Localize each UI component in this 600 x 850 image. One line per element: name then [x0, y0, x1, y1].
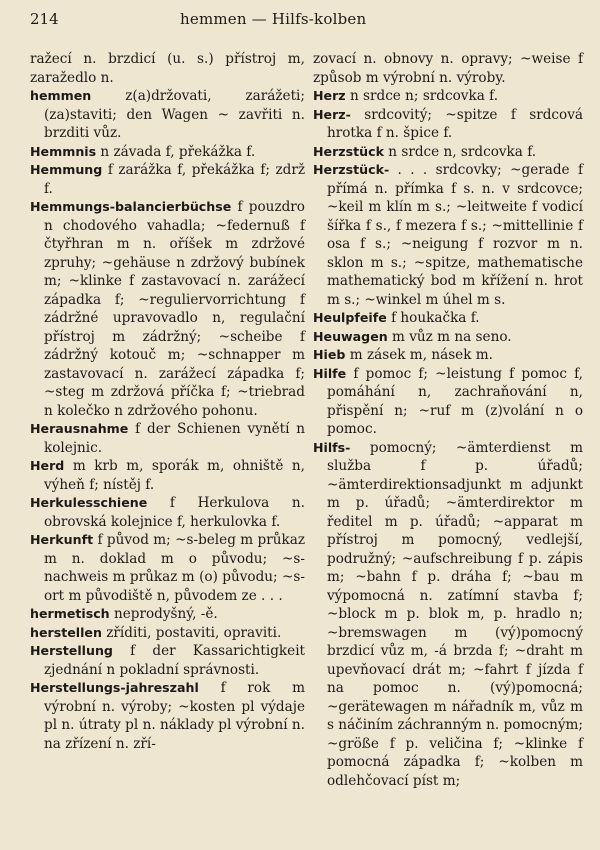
dictionary-entry: hemmen z(a)držovati, zarážeti; (za)staviti; den Wagen ~ zavřiti n. brzditi vůz. [30, 88, 305, 141]
dictionary-entry: Herzstück- . . . srdcovky; ~gerade f přímá n. přímka f s. n. v srdcovce; ~keil m klín m s.; ~leitweite f vodicí šířka f s., f mezera f s.; ~mittellinie f osa f s.; ~neigung f rozvor m n. sklon m s.; ~spitze, mathematische mathematický bod m křížení n. hrot m s.; ~winkel m úhel m s. [313, 162, 583, 308]
dictionary-entry: Herkulesschiene f Herkulova n. obrovská kolejnice f, herkulovka f. [30, 495, 305, 530]
dictionary-entry: Hemmnis n závada f, překážka f. [30, 143, 256, 160]
dictionary-entry: Herstellung f der Kassarichtigkeit zjednání n pokladní správnosti. [30, 643, 305, 678]
page-number: 214 [30, 10, 59, 28]
dictionary-entry: Herz n srdce n; srdcovka f. [313, 88, 499, 104]
dictionary-entry: Hilfs- pomocný; ~ämterdienst m služba f p. úřadů; ~ämterdirektionsadjunkt m adjunkt m p. úřadů; ~ämterdirektor m ředitel m p. úřadů; ~apparat m přístroj m pomocný, vedlejší, podružný; ~aufschreibung f p. zápis m; ~bahn f p. dráha f; ~bau m výpomocná n. zatímní stavba f; ~block m p. blok m, p. hradlo n; ~bremswagen m (vý)pomocný brzdicí vůz m, -á brzda f; ~draht m upevňovací drát m; ~fahrt f jízda f na pomoc n. (vý)pomocná; ~gerätewagen m nářadník m, vůz m s náčiním záchranným n. pomocným; ~größe f p. veličina f; ~klinke f pomocná západka f; ~kolben m odlehčovací píst m; [313, 439, 583, 789]
dictionary-entry: Herstellungs-jahreszahl f rok m výrobní n. výroby; ~kosten pl výdaje pl n. útraty pl n. náklady pl výrobní n. na zřízení n. zří- [30, 680, 305, 752]
dictionary-entry: ražecí n. brzdicí (u. s.) přístroj m, zaražedlo n. [30, 51, 305, 86]
dictionary-entry: hermetisch neprodyšný, -ě. [30, 606, 218, 622]
dictionary-entry: Herz- srdcovitý; ~spitze f srdcová hrotka f n. špice f. [313, 106, 583, 141]
dictionary-entry: Hemmungs-balancierbüchse f pouzdro n chodového vahadla; ~federnuß f čtyřhran m n. oříšek m zdržové zpruhy; ~gehäuse n zdržový bubínek m; ~klinke f zastavovací n. zarážecí západka f; ~reguliervorrichtung f zádržné upravovadlo n, regulační přístroj m zádržný; ~scheibe f zádržný kotouč m; ~schnapper m zastavovací n. zarážecí západka f; ~steg m zdržová příčka f; ~triebrad n kolečko n zdržového pohonu. [30, 199, 305, 419]
page-header [30, 6, 570, 32]
dictionary-entry: Hilfe f pomoc f; ~leistung f pomoc f, pomáhání n, zachraňování n, přispění n; ~ruf m (z)volání n o pomoc. [313, 365, 583, 437]
right-column [313, 50, 583, 790]
dictionary-entry: herstellen zříditi, postaviti, opraviti. [30, 624, 282, 641]
dictionary-entry: Heuwagen m vůz m na seno. [313, 328, 512, 345]
running-head: hemmen — Hilfs-kolben [180, 10, 367, 28]
dictionary-entry: Herkunft f původ m; ~s-beleg m průkaz m n. doklad m o původu; ~s-nachweis m průkaz m (o) původu; ~s-ort m původiště n, původem ze . . . [30, 532, 305, 604]
dictionary-entry: Hemmung f zarážka f, překážka f; zdrž f. [30, 162, 305, 197]
dictionary-entry: Herzstück n srdce n, srdcovka f. [313, 143, 537, 160]
dictionary-entry: Herd m krb m, sporák m, ohniště n, výheň f; nístěj f. [30, 458, 305, 493]
dictionary-entry: zovací n. obnovy n. opravy; ~weise f způsob m výrobní n. výroby. [313, 51, 583, 86]
dictionary-entry: Heulpfeife f houkačka f. [313, 310, 480, 326]
dictionary-entry: Hieb m zásek m, násek m. [313, 347, 493, 363]
left-column [30, 50, 305, 753]
dictionary-entry: Herausnahme f der Schienen vynětí n kolejnic. [30, 421, 305, 456]
